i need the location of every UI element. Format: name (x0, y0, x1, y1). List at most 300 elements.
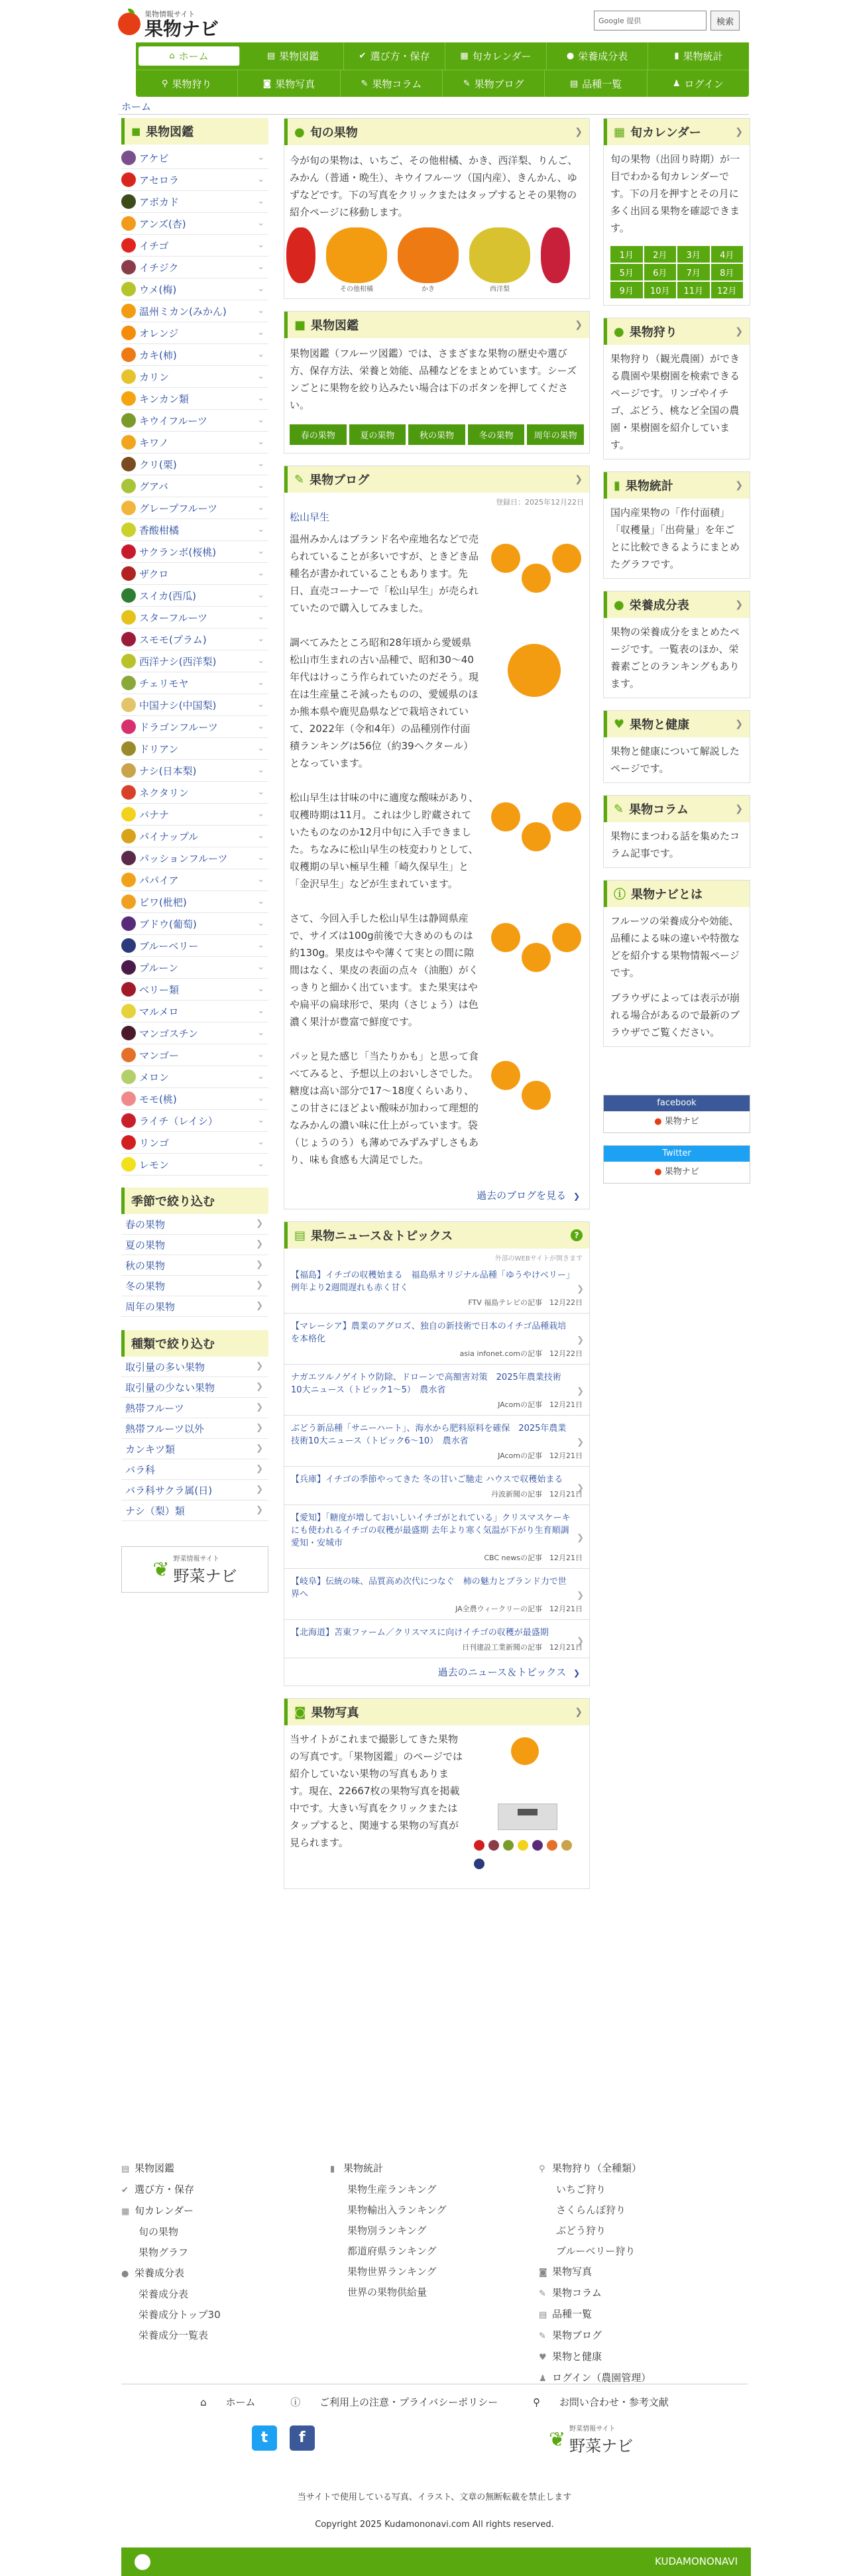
fruit-list-item[interactable] (121, 322, 268, 344)
calendar-icon: ▦ (121, 2207, 130, 2217)
fruit-list-item[interactable] (121, 782, 268, 804)
fruit-list-item[interactable] (121, 760, 268, 782)
news-item[interactable] (284, 1365, 589, 1416)
fruit-thumbnail-icon (121, 544, 136, 559)
filter-item-label: 熱帯フルーツ (125, 1402, 184, 1414)
fruit-list-item[interactable] (121, 257, 268, 278)
footer-link-privacy-label: ご利用上の注意・プライバシーポリシー (319, 2396, 498, 2408)
twitter-site-name: 果物ナビ (664, 1167, 699, 1177)
footer-link[interactable] (330, 2282, 539, 2303)
fruit-thumbnail-icon (121, 829, 136, 843)
fruit-list-item[interactable] (121, 650, 268, 672)
fruit-list-item[interactable] (121, 454, 268, 475)
footer-link[interactable] (539, 2262, 748, 2283)
filter-item[interactable] (121, 1377, 268, 1398)
search-input[interactable]: Google 提供 (594, 11, 707, 31)
chevron-down-icon: ⌄ (257, 1072, 264, 1081)
fruit-list-item[interactable] (121, 519, 268, 541)
fruit-name: パッションフルーツ (139, 852, 228, 865)
news-title: 【岐阜】伝統の味、品質高め次代につなぐ 柿の魅力とブランド力で世界へ (291, 1577, 567, 1599)
site-logo[interactable] (118, 5, 219, 42)
chevron-down-icon: ⌄ (257, 1093, 264, 1103)
zukan-center-heading[interactable] (284, 312, 589, 338)
news-meta: FTV 福島テレビの記事 12月22日 (468, 1298, 583, 1307)
chevron-right-icon: ❯ (577, 1335, 584, 1346)
blog-photo (484, 1048, 584, 1121)
chevron-down-icon: ⌄ (257, 984, 264, 994)
news-item[interactable] (284, 1416, 589, 1467)
shun-fruit-thumb[interactable] (539, 227, 572, 293)
filter-item[interactable] (121, 1357, 268, 1377)
chevron-right-icon: ❯ (735, 804, 743, 814)
chevron-right-icon: ❯ (256, 1423, 263, 1433)
fruit-thumbnail-icon (121, 172, 136, 187)
kenko-heading[interactable] (604, 711, 750, 737)
footer-links (121, 2395, 748, 2409)
chevron-right-icon: ❯ (577, 1591, 584, 1601)
fruit-thumbnail-icon (121, 238, 136, 253)
footer-link[interactable] (539, 2179, 748, 2200)
fruit-list-item[interactable] (121, 847, 268, 869)
fruit-name: ネクタリン (139, 786, 189, 799)
season-filter-heading-label: 季節で絞り込む (131, 1195, 215, 1209)
month-button[interactable]: 2月 (644, 246, 677, 263)
nav-item[interactable] (648, 42, 749, 70)
footer-link[interactable] (121, 2201, 330, 2222)
pencil-icon: ✎ (294, 472, 305, 487)
fruit-list-item[interactable] (121, 935, 268, 957)
fruit-list-item[interactable] (121, 300, 268, 322)
fruit-list-item[interactable] (121, 1088, 268, 1110)
fruit-list-item[interactable] (121, 804, 268, 826)
fruit-list-item[interactable] (121, 432, 268, 454)
fruit-thumbnail-icon (121, 260, 136, 275)
footer-link[interactable] (330, 2241, 539, 2262)
fruit-list-item[interactable] (121, 497, 268, 519)
pin-icon: ⚲ (533, 2396, 541, 2408)
chevron-right-icon: ❯ (573, 1668, 580, 1678)
chevron-right-icon: ❯ (575, 320, 583, 330)
pencil-icon: ✎ (539, 2331, 546, 2341)
nav-item[interactable] (445, 42, 547, 70)
blog-paragraph: パッと見た感じ「当たりかも」と思って食べてみると、予想以上のおいしさでした。糖度は高い部分で17〜18度くらいあり、この甘さにほどよい酸味が加わって理想的なみかんの濃い味に仕上がっています。袋（じょうのう）も薄めでみずみずしさもあり、味も食感も大満足でした。 (290, 1050, 479, 1166)
chevron-down-icon: ⌄ (257, 656, 264, 666)
chevron-down-icon: ⌄ (257, 568, 264, 578)
fruit-list-item[interactable] (121, 979, 268, 1001)
season-button[interactable]: 秋の果物 (408, 424, 465, 445)
month-grid (604, 242, 750, 305)
shun-fruit-thumb[interactable] (467, 227, 532, 293)
calendar-heading-label: 旬カレンダー (630, 126, 701, 140)
nav-item[interactable] (443, 70, 545, 97)
fruit-list-item[interactable] (121, 1022, 268, 1044)
news-item[interactable] (284, 1620, 589, 1658)
chevron-down-icon: ⌄ (257, 875, 264, 885)
photo-heading-label: 果物写真 (311, 1706, 359, 1720)
leaf-icon: ● (566, 51, 575, 61)
footer-link[interactable] (539, 2158, 748, 2179)
shun-fruit-thumb[interactable] (324, 227, 389, 293)
nav-item[interactable] (648, 70, 749, 97)
fruit-list-item[interactable] (121, 169, 268, 191)
blog-section (284, 630, 589, 776)
footer-link-home[interactable] (192, 2396, 263, 2408)
site-header (118, 5, 749, 42)
fruit-thumbnail-icon (121, 1091, 136, 1106)
site-name: 果物ナビ (144, 18, 219, 40)
photo-collage[interactable] (471, 1731, 584, 1883)
filter-item-label: バラ科 (125, 1463, 156, 1476)
nav-item[interactable] (547, 42, 648, 70)
nav-row-1 (136, 42, 749, 70)
eiyo-heading-label: 栄養成分表 (629, 599, 689, 613)
fruit-list-item[interactable] (121, 1066, 268, 1088)
fruit-photo (541, 227, 570, 283)
news-item[interactable] (284, 1314, 589, 1365)
fruit-list-item[interactable] (121, 957, 268, 979)
fruit-name: 香酸柑橘 (139, 524, 180, 536)
chevron-down-icon: ⌄ (257, 306, 264, 316)
filter-item[interactable] (121, 1214, 268, 1235)
footer-link-label: 栄養成分一覧表 (139, 2329, 209, 2341)
fruit-name: グアバ (139, 480, 168, 493)
footer-link-home-label: ホーム (225, 2396, 256, 2408)
chevron-down-icon: ⌄ (257, 853, 264, 863)
footer-link[interactable] (330, 2179, 539, 2200)
chevron-down-icon: ⌄ (257, 809, 264, 819)
filter-item[interactable] (121, 1296, 268, 1317)
right-sidebar (603, 118, 750, 1196)
calendar-heading[interactable] (604, 119, 750, 145)
fruit-list-item[interactable] (121, 891, 268, 913)
leaf-icon: ● (614, 597, 624, 612)
footer-link[interactable] (330, 2158, 539, 2179)
season-button[interactable]: 夏の果物 (349, 424, 406, 445)
fruit-list-item[interactable] (121, 541, 268, 563)
footer-link-label: ログイン（農園管理） (552, 2372, 652, 2384)
footer-link-label: 都道府県ランキング (347, 2245, 437, 2257)
fruit-list-item[interactable] (121, 191, 268, 213)
footer-link[interactable] (539, 2283, 748, 2304)
season-button[interactable]: 周年の果物 (527, 424, 584, 445)
footer-link[interactable] (121, 2325, 330, 2346)
fruit-list-item[interactable] (121, 1110, 268, 1132)
news-item[interactable] (284, 1467, 589, 1505)
check-icon: ✔ (121, 2185, 129, 2195)
nav-item-label: ログイン (684, 78, 724, 90)
footer-link[interactable] (539, 2200, 748, 2221)
chevron-down-icon: ⌄ (257, 831, 264, 841)
fruit-list-item[interactable] (121, 694, 268, 716)
fruit-name: バナナ (139, 808, 170, 821)
month-button[interactable]: 12月 (711, 282, 744, 298)
blog-heading[interactable] (284, 466, 589, 493)
facebook-box[interactable] (603, 1095, 750, 1133)
footer-link[interactable] (330, 2221, 539, 2241)
news-item[interactable] (284, 1505, 589, 1569)
month-button[interactable]: 11月 (677, 282, 710, 298)
photo-text: 当サイトがこれまで撮影してきた果物の写真です。「果物図鑑」のページでは紹介していない果物の写真もあります。現在、22667枚の果物写真を掲載中です。大きい写真をクリックまたはタップすると、関連する果物の写真が見られます。 (290, 1733, 463, 1849)
season-filter-list (121, 1214, 268, 1317)
leaf-logo-icon: ❦ (152, 1558, 170, 1581)
camera-icon: ◙ (294, 1705, 306, 1719)
fruit-list-item[interactable] (121, 563, 268, 585)
footer-link-label: さくらんぼ狩り (556, 2204, 626, 2216)
blog-section (284, 526, 589, 621)
month-button[interactable]: 8月 (711, 264, 744, 280)
fruit-list-item[interactable] (121, 1044, 268, 1066)
footer-link-contact[interactable] (525, 2396, 677, 2408)
apple-logo-icon[interactable] (135, 2554, 150, 2570)
chevron-down-icon: ⌄ (257, 700, 264, 709)
fruit-list-item[interactable] (121, 913, 268, 935)
shun-fruit-label: 西洋梨 (490, 286, 510, 293)
left-sidebar (121, 118, 268, 1593)
filter-item-label: 熱帯フルーツ以外 (125, 1422, 204, 1435)
blog-paragraph: さて、今回入手した松山早生は静岡県産で、サイズは100g前後で大きめのものは約130g。果皮はやや薄くて実との間に隙間はなく、果皮の表面の点々（油胞）がくっきりと細かく出ています。また果実はやや扁平の扁球形で、果肉（さじょう）は色濃く果汁が豊富で鮮度です。 (290, 912, 479, 1028)
blog-post-title[interactable]: 松山早生 (290, 511, 330, 523)
filter-item-label: 周年の果物 (125, 1300, 176, 1313)
calendar-panel (603, 118, 750, 306)
footer-link[interactable] (539, 2241, 748, 2262)
fruit-list-item[interactable] (121, 235, 268, 257)
fruit-list-item[interactable] (121, 366, 268, 388)
month-button[interactable]: 9月 (610, 282, 643, 298)
footer-menu (121, 2158, 748, 2389)
shun-heading[interactable] (284, 119, 589, 145)
fruit-thumbnail-icon (121, 194, 136, 209)
fruit-name: ナシ(日本梨) (139, 765, 197, 777)
fruit-list-item[interactable] (121, 1001, 268, 1022)
footer-link-label: ぶどう狩り (556, 2225, 606, 2237)
fruit-thumbnail-icon (121, 654, 136, 668)
search-form (594, 11, 740, 31)
kenko-heading-label: 果物と健康 (630, 718, 690, 732)
photo-heading[interactable] (284, 1699, 589, 1725)
fruit-thumbnail-icon (121, 938, 136, 953)
fruit-list-item[interactable] (121, 147, 268, 169)
month-button[interactable]: 7月 (677, 264, 710, 280)
filter-item-label: ナシ（梨）類 (125, 1504, 185, 1517)
chevron-right-icon: ❯ (735, 127, 743, 137)
filter-item[interactable] (121, 1255, 268, 1276)
month-button[interactable]: 3月 (677, 246, 710, 263)
footer-yasai-logo[interactable] (549, 2423, 633, 2456)
column-panel (603, 795, 750, 868)
chevron-down-icon: ⌄ (257, 546, 264, 556)
footer-link[interactable] (539, 2221, 748, 2241)
fruit-list-item[interactable] (121, 826, 268, 847)
footer-link-label: 果物世界ランキング (347, 2266, 437, 2278)
news-item[interactable] (284, 1569, 589, 1620)
nav-item[interactable] (243, 42, 344, 70)
main-content (284, 118, 590, 1901)
footer-link[interactable] (121, 2305, 330, 2325)
chevron-down-icon: ⌄ (257, 328, 264, 337)
chevron-right-icon: ❯ (256, 1301, 263, 1311)
footer-link[interactable] (330, 2200, 539, 2221)
month-button[interactable]: 5月 (610, 264, 643, 280)
fruit-thumbnail-icon (121, 698, 136, 712)
home-icon: ⌂ (169, 51, 175, 61)
twitter-box[interactable] (603, 1145, 750, 1184)
fruit-name: スターフルーツ (139, 611, 208, 624)
search-button[interactable]: 検索 (710, 11, 740, 31)
fruit-list-item[interactable] (121, 716, 268, 738)
chevron-down-icon: ⌄ (257, 524, 264, 534)
blog-more-link[interactable] (284, 1182, 589, 1209)
fruit-name: 中国ナシ(中国梨) (139, 699, 217, 711)
yasai-navi-banner[interactable] (121, 1546, 268, 1593)
fruit-thumbnail-icon (121, 741, 136, 756)
facebook-site-name: 果物ナビ (664, 1117, 699, 1127)
footer-link-label: 果物ブログ (552, 2329, 602, 2341)
about-text-1: フルーツの栄養成分や効能、品種による味の違いや特徴などを紹介する果物情報ページです。 (610, 915, 740, 979)
month-button[interactable]: 4月 (711, 246, 744, 263)
filter-item[interactable] (121, 1398, 268, 1418)
nav-item[interactable] (136, 70, 238, 97)
fruit-name: ブルーベリー (139, 940, 199, 952)
book-icon: ▤ (121, 2164, 130, 2174)
fruit-list-item[interactable] (121, 1154, 268, 1176)
news-more-link[interactable] (284, 1658, 589, 1686)
fruit-list-item[interactable] (121, 388, 268, 410)
help-icon[interactable]: ? (571, 1229, 583, 1241)
footer-link[interactable] (121, 2242, 330, 2263)
column-heading[interactable] (604, 796, 750, 822)
filter-item[interactable] (121, 1501, 268, 1521)
fruit-list-item[interactable] (121, 475, 268, 497)
filter-item[interactable] (121, 1276, 268, 1296)
chevron-down-icon: ⌄ (257, 1028, 264, 1038)
nav-item[interactable] (341, 70, 443, 97)
fruit-thumbnail-icon (121, 282, 136, 296)
facebook-icon[interactable]: f (290, 2425, 315, 2451)
chevron-down-icon: ⌄ (257, 1115, 264, 1125)
fruit-list-item[interactable] (121, 278, 268, 300)
filter-item[interactable] (121, 1439, 268, 1459)
chevron-right-icon: ❯ (577, 1532, 584, 1543)
footer-col-2 (330, 2158, 539, 2389)
eiyo-heading[interactable] (604, 591, 750, 618)
fruit-name: キワノ (139, 436, 169, 449)
fruit-thumbnail-icon (121, 522, 136, 537)
footer-link[interactable] (121, 2263, 330, 2284)
blog-paragraph: 松山早生は甘味の中に適度な酸味があり、収穫時期は11月。これは少し貯蔵されていたものなのか12月中旬に入手できました。ちなみに松山早生の枝変わりとして、収穫期の早い極早生種「崎久保早生」と「金沢早生」などが生まれています。 (290, 792, 479, 890)
month-button[interactable]: 6月 (644, 264, 677, 280)
fruit-thumbnail-icon (121, 588, 136, 603)
filter-item[interactable] (121, 1418, 268, 1439)
fruit-list-item[interactable] (121, 869, 268, 891)
fruit-name: スイカ(西瓜) (139, 589, 196, 602)
chevron-down-icon: ⌄ (257, 896, 264, 906)
fruit-list-item[interactable] (121, 1132, 268, 1154)
fruit-list-item[interactable] (121, 585, 268, 607)
twitter-icon[interactable]: t (252, 2425, 277, 2451)
fruit-thumbnail-icon (121, 1048, 136, 1062)
fruit-list-item[interactable] (121, 213, 268, 235)
footer-link[interactable] (121, 2158, 330, 2179)
chevron-right-icon: ❯ (735, 326, 743, 337)
fruit-list-item[interactable] (121, 410, 268, 432)
shun-fruit-thumb[interactable] (284, 227, 317, 293)
footer-link[interactable] (539, 2347, 748, 2368)
chevron-down-icon: ⌄ (257, 153, 264, 162)
fruit-thumbnail-icon (121, 960, 136, 975)
month-button[interactable]: 10月 (644, 282, 677, 298)
book-icon: ■ (294, 318, 306, 332)
nav-row-2 (136, 70, 749, 97)
footer-link-label: 品種一覧 (552, 2308, 593, 2320)
chevron-down-icon: ⌄ (257, 634, 264, 644)
season-button[interactable]: 冬の果物 (468, 424, 525, 445)
grid-icon: ▤ (539, 2310, 547, 2320)
footer-link[interactable] (330, 2262, 539, 2282)
nav-item[interactable] (238, 70, 340, 97)
fruit-name: イチジク (139, 261, 179, 274)
footer-link[interactable] (539, 2304, 748, 2325)
breadcrumb[interactable]: ホーム (121, 101, 152, 113)
photo-panel (284, 1698, 590, 1889)
fruit-photo (469, 227, 530, 283)
filter-item[interactable] (121, 1480, 268, 1501)
zukan-heading (121, 118, 268, 145)
footer-link[interactable] (539, 2368, 748, 2389)
fruit-list-item[interactable] (121, 738, 268, 760)
footer-link[interactable] (121, 2222, 330, 2242)
news-heading (284, 1222, 589, 1249)
nav-item[interactable] (344, 42, 445, 70)
filter-item[interactable] (121, 1459, 268, 1480)
blog-section (284, 785, 589, 896)
nav-item[interactable] (545, 70, 647, 97)
fruit-list-item[interactable] (121, 629, 268, 650)
kenko-panel (603, 710, 750, 783)
kari-heading[interactable] (604, 318, 750, 345)
news-meta: JA全農ウィークリーの記事 12月21日 (455, 1605, 583, 1613)
news-panel (284, 1221, 590, 1686)
footer-link[interactable] (121, 2284, 330, 2305)
footer-link[interactable] (121, 2179, 330, 2201)
filter-item[interactable] (121, 1235, 268, 1255)
fruit-list-item[interactable] (121, 672, 268, 694)
nav-item[interactable] (139, 46, 240, 66)
pin-icon: ⚲ (161, 78, 168, 89)
global-nav (136, 42, 749, 97)
fruit-list-item[interactable] (121, 607, 268, 629)
shun-fruit-thumb[interactable] (396, 227, 461, 293)
stat-heading[interactable] (604, 472, 750, 499)
fruit-list-item[interactable] (121, 344, 268, 366)
season-button[interactable]: 春の果物 (290, 424, 347, 445)
month-button[interactable]: 1月 (610, 246, 643, 263)
chevron-down-icon: ⌄ (257, 218, 264, 228)
footer-link-label: 果物狩り（全種類） (552, 2162, 642, 2174)
chevron-down-icon: ⌄ (257, 678, 264, 688)
fruit-thumbnail-icon (121, 785, 136, 800)
apple-logo-icon (118, 13, 141, 35)
footer-link-privacy[interactable] (282, 2396, 506, 2408)
chevron-right-icon: ❯ (577, 1483, 584, 1494)
fruit-thumbnail-icon (121, 501, 136, 515)
footer-link[interactable] (539, 2325, 748, 2347)
chevron-down-icon: ⌄ (257, 174, 264, 184)
news-title: ナガエツルノゲイトウ防除、ドローンで高額害対策 2025年農業技術10大ニュース（トピック1〜5） 農水省 (291, 1373, 561, 1395)
news-item[interactable] (284, 1262, 589, 1314)
footer-yasai-name: 野菜ナビ (569, 2437, 634, 2455)
fruit-name: グレープフルーツ (139, 502, 218, 515)
chevron-right-icon: ❯ (256, 1443, 263, 1453)
